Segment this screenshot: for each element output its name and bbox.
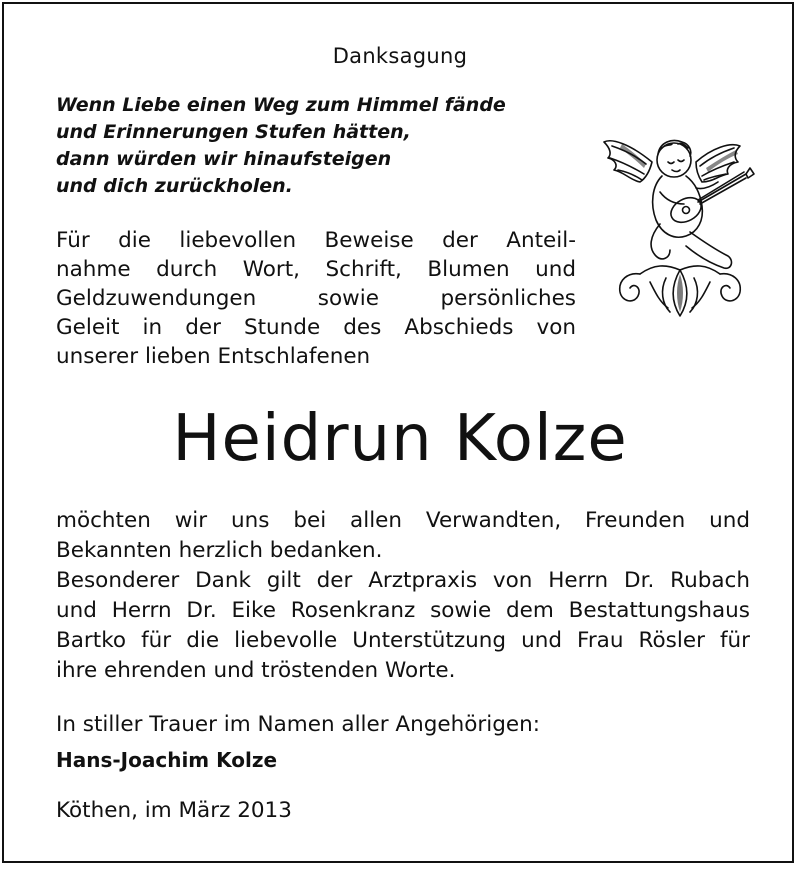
mourning-line: In stiller Trauer im Namen aller Angehörigen: xyxy=(56,712,540,737)
poem-line: und dich zurückholen. xyxy=(56,175,293,197)
poem-line: dann würden wir hinaufsteigen xyxy=(56,148,392,170)
intro-line: nahme durch Wort, Schrift, Blumen und xyxy=(56,257,576,282)
angel-with-mandolin-icon xyxy=(600,124,760,324)
intro-text xyxy=(56,226,576,371)
thanks-text xyxy=(56,506,750,686)
thanks-line: Besonderer Dank gilt der Arztpraxis von Herrn Dr. Rubach xyxy=(56,568,750,593)
deceased-name: Heidrun Kolze xyxy=(172,402,628,476)
poem xyxy=(56,92,506,200)
thanks-line: ihre ehrenden und tröstenden Worte. xyxy=(56,658,456,683)
intro-line: unserer lieben Entschlafenen xyxy=(56,344,371,369)
place-date: Köthen, im März 2013 xyxy=(56,798,292,823)
heading: Danksagung xyxy=(332,44,468,68)
poem-line: und Erinnerungen Stufen hätten, xyxy=(56,121,411,143)
intro-line: Geldzuwendungen sowie persönliches xyxy=(56,286,576,311)
thanks-line: Bekannten herzlich bedanken. xyxy=(56,538,383,563)
signer-name: Hans-Joachim Kolze xyxy=(56,748,278,772)
obituary-card xyxy=(2,2,794,863)
thanks-line: möchten wir uns bei allen Verwandten, Freunden und xyxy=(56,508,750,533)
thanks-line: Bartko für die liebevolle Unterstützung und Frau Rösler für xyxy=(56,628,750,653)
thanks-line: und Herrn Dr. Eike Rosenkranz sowie dem Bestattungshaus xyxy=(56,598,750,623)
intro-line: Geleit in der Stunde des Abschieds von xyxy=(56,315,576,340)
poem-line: Wenn Liebe einen Weg zum Himmel fände xyxy=(56,94,506,116)
intro-line: Für die liebevollen Beweise der Anteil- xyxy=(56,228,576,253)
